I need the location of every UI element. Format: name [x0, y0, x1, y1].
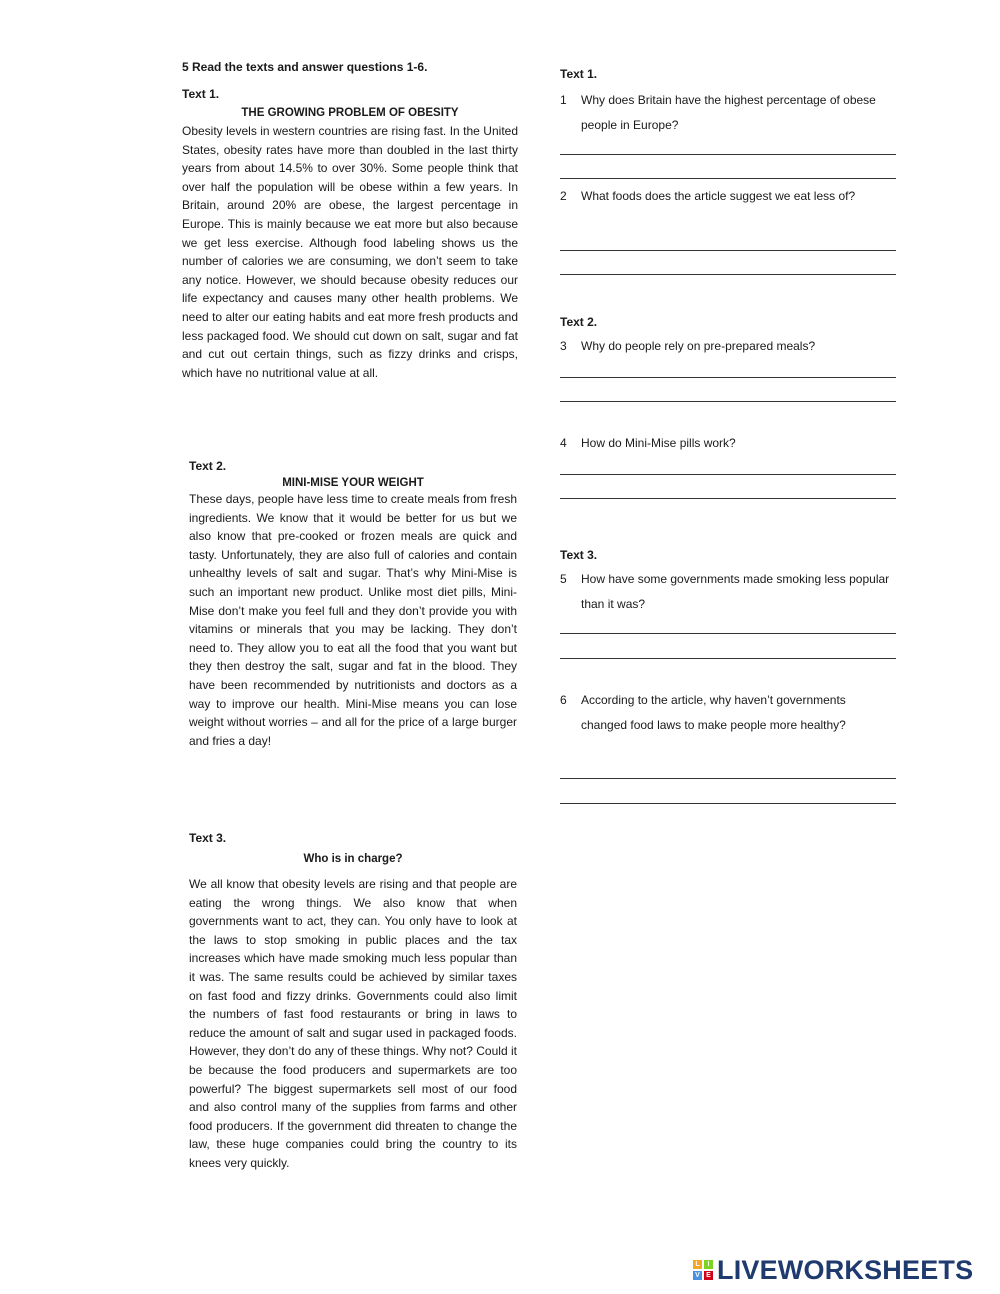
questions-text-1-label: Text 1. — [560, 67, 598, 81]
text-1-body: Obesity levels in western countries are rising fast. In the United States, obesity rates have more than doubled in the last thirty years from about 14.5% to over 30%. Some people think that over half the population will be obese within a few years. In Britain, around 20% are obese, the largest percentage in Europe. This is mainly because we eat more but also because we get less exercise. Although food labeling shows us the number of calories we are consuming, we don’t seem to take any notice. However, we should because obesity reduces our life expectancy and causes many other health problems. We need to alter our eating habits and eat more fresh products and less packaged food. We should cut down on salt, sugar and fat and cut out certain things, such as fizzy drinks and crisps, which have no nutritional value at all. — [182, 124, 518, 380]
liveworksheets-logo — [693, 1253, 973, 1287]
answer-line-1a[interactable] — [560, 154, 896, 155]
question-2 — [560, 184, 896, 209]
question-text: Why do people rely on pre-prepared meals? — [581, 339, 816, 353]
text-3-body: We all know that obesity levels are rising and that people are eating the wrong things. We also know that when governments want to act, they can. You only have to look at the laws to stop smoking in public places and the tax increases which have made smoking much less popular than it was. The same results could be achieved by similar taxes on fast food and fizzy drinks. Governments could also limit the numbers of fast food restaurants or bring in laws to reduce the amount of salt and sugar used in packaged foods. However, they don’t do any of these things. Why not? Could it be because the food producers and supermarkets are too powerful? The biggest supermarkets sell most of our food and also control many of the supplies from farms and other food producers. If the government did threaten to change the law, these huge companies could bring the country to its knees very quickly. — [189, 877, 517, 1170]
question-6 — [560, 688, 896, 737]
question-number: 2 — [560, 189, 567, 203]
answer-line-4b[interactable] — [560, 498, 896, 499]
text-1-section — [182, 60, 518, 382]
instruction: 5 Read the texts and answer questions 1-6. — [182, 60, 428, 74]
answer-line-2b[interactable] — [560, 274, 896, 275]
question-1 — [560, 88, 896, 137]
answer-line-6a[interactable] — [560, 778, 896, 779]
logo-mark-square: L — [693, 1260, 702, 1269]
logo-mark-square: V — [693, 1271, 702, 1280]
question-text: What foods does the article suggest we eat less of? — [581, 189, 856, 203]
question-number: 3 — [560, 339, 567, 353]
answer-line-1b[interactable] — [560, 178, 896, 179]
question-3 — [560, 334, 896, 359]
logo-mark-square: I — [704, 1260, 713, 1269]
answer-line-5b[interactable] — [560, 658, 896, 659]
answer-line-2a[interactable] — [560, 250, 896, 251]
question-text: Why does Britain have the highest percentage of obese people in Europe? — [581, 93, 876, 132]
question-text: How do Mini-Mise pills work? — [581, 436, 736, 450]
answer-line-4a[interactable] — [560, 474, 896, 475]
text-2-title: MINI-MISE YOUR WEIGHT — [282, 477, 424, 489]
text-3-label: Text 3. — [189, 831, 227, 845]
question-number: 5 — [560, 572, 567, 586]
liveworksheets-logo-icon — [693, 1260, 713, 1280]
question-5 — [560, 567, 896, 616]
text-2-section — [189, 459, 517, 750]
question-number: 1 — [560, 93, 567, 107]
answer-line-6b[interactable] — [560, 803, 896, 804]
question-text: How have some governments made smoking less popular than it was? — [581, 572, 890, 611]
text-3-section — [189, 831, 517, 1173]
answer-line-5a[interactable] — [560, 633, 896, 634]
text-1-title: THE GROWING PROBLEM OF OBESITY — [241, 107, 459, 119]
question-4 — [560, 431, 896, 456]
text-1-label: Text 1. — [182, 87, 220, 101]
question-text: According to the article, why haven’t governments changed food laws to make people more healthy? — [581, 693, 846, 732]
questions-text-3-label: Text 3. — [560, 548, 598, 562]
text-3-title: Who is in charge? — [303, 853, 403, 865]
logo-mark-square: E — [704, 1271, 713, 1280]
text-2-body: These days, people have less time to create meals from fresh ingredients. We know that it would be better for us but we also know that pre-cooked or frozen meals are quick and tasty. Unfortunately, they are also full of calories and contain unhealthy levels of salt and sugar. That’s why Mini-Mise is such an important new product. Unlike most diet pills, Mini-Mise don’t make you feel full and they don’t provide you with vitamins or minerals that you may be lacking. They don’t need to. They allow you to eat all the food that you want but they then destroy the salt, sugar and fat in the blood. They have been recommended by nutritionists and doctors as a way to improve our health. Mini-Mise means you can lose weight without worries – and all for the price of a large burger and fries a day! — [189, 492, 517, 748]
logo-text: LIVEWORKSHEETS — [717, 1254, 974, 1285]
text-2-label: Text 2. — [189, 459, 227, 473]
answer-line-3b[interactable] — [560, 401, 896, 402]
answer-line-3a[interactable] — [560, 377, 896, 378]
question-number: 4 — [560, 436, 567, 450]
question-number: 6 — [560, 693, 567, 707]
questions-text-2-label: Text 2. — [560, 315, 598, 329]
